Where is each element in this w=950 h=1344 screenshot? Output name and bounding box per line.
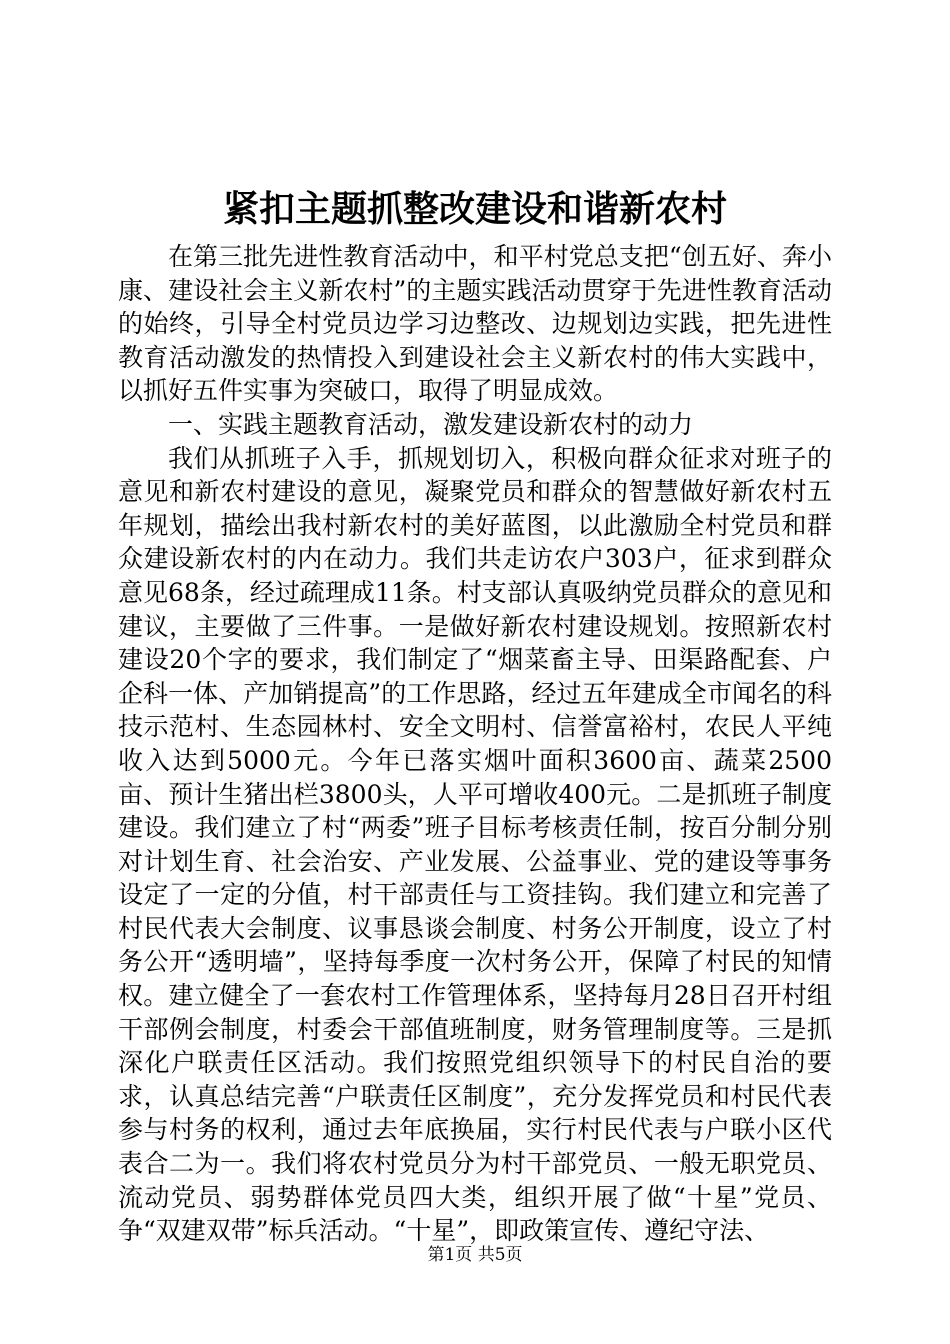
document-title: 紧扣主题抓整改建设和谐新农村 <box>222 188 727 230</box>
document-body <box>118 240 832 1248</box>
page-number-footer: 第1页 共5页 <box>427 1245 523 1265</box>
section-heading: 一、实践主题教育活动，激发建设新农村的动力 <box>168 409 694 439</box>
paragraph-body: 我们从抓班子入手，抓规划切入，积极向群众征求对班子的意见和新农村建设的意见，凝聚党员和群众的智慧做好新农村五年规划，描绘出我村新农村的美好蓝图，以此激励全村党员和群众建设新农村的内在动力。我们共走访农户303户，征求到群众意见68条，经过疏理成11条。村支部认真吸纳党员群众的意见和建议，主要做了三件事。一是做好新农村建设规划。按照新农村建设20个字的要求，我们制定了“烟菜畜主导、田渠路配套、户企科一体、产加销提高”的工作思路，经过五年建成全市闻名的科技示范村、生态园林村、安全文明村、信誉富裕村，农民人平纯收入达到5000元。今年已落实烟叶面积3600亩、蔬菜2500亩、预计生猪出栏3800头，人平可增收400元。二是抓班子制度建设。我们建立了村“两委”班子目标考核责任制，按百分制分别对计划生育、社会治安、产业发展、公益事业、党的建设等事务设定了一定的分值，村干部责任与工资挂钩。我们建立和完善了村民代表大会制度、议事恳谈会制度、村务公开制度，设立了村务公开“透明墙”，坚持每季度一次村务公开，保障了村民的知情权。建立健全了一套农村工作管理体系，坚持每月28日召开村组干部例会制度，村委会干部值班制度，财务管理制度等。三是抓深化户联责任区活动。我们按照党组织领导下的村民自治的要求，认真总结完善“户联责任区制度”，充分发挥党员和村民代表参与村务的权利，通过去年底换届，实行村民代表与户联小区代表合二为一。我们将农村党员分为村干部党员、一般无职党员、流动党员、弱势群体党员四大类，组织开展了做“十星”党员、争“双建双带”标兵活动。“十星”，即政策宣传、遵纪守法、 <box>118 443 832 1246</box>
paragraph-intro: 在第三批先进性教育活动中，和平村党总支把“创五好、奔小康、建设社会主义新农村”的主题实践活动贯穿于先进性教育活动的始终，引导全村党员边学习边整改、边规划边实践，把先进性教育活动激发的热情投入到建设社会主义新农村的伟大实践中，以抓好五件实事为突破口，取得了明显成效。 <box>118 242 832 406</box>
